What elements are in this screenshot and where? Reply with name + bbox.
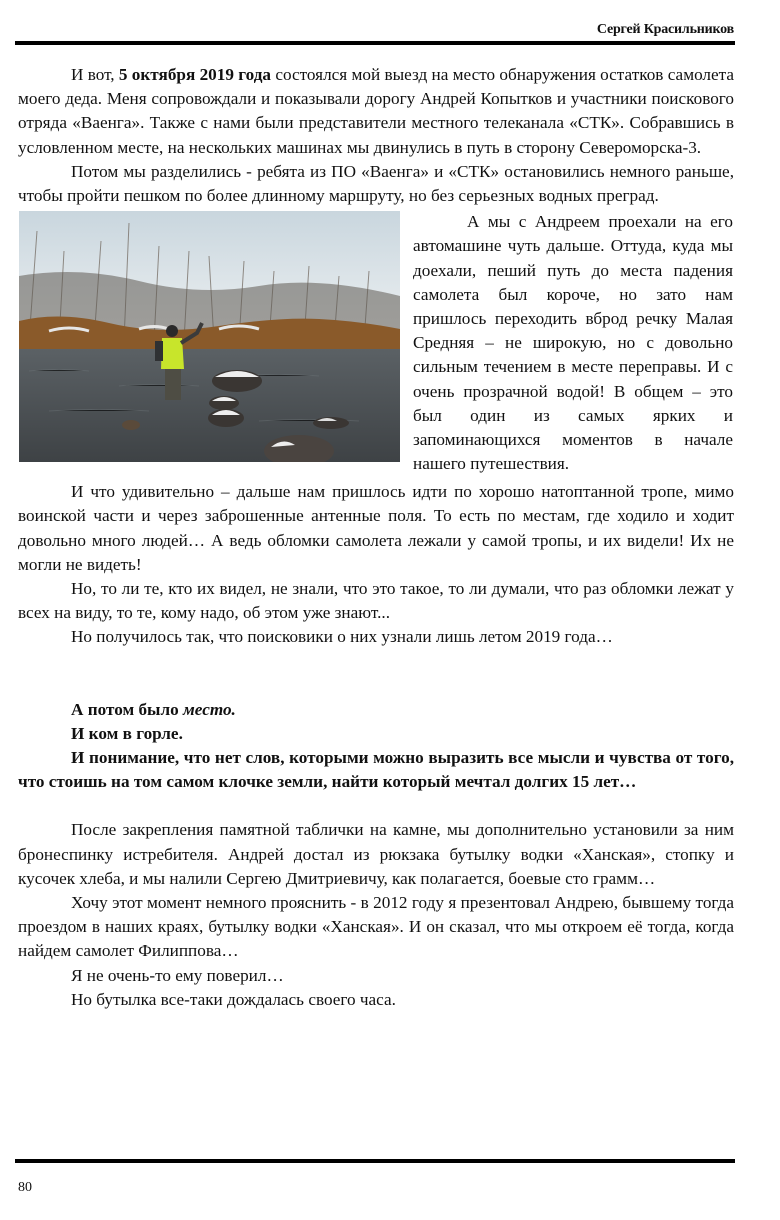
section-gap-2 (18, 794, 734, 818)
paragraph-4: И что удивительно – дальше нам пришлось идти по хорошо натоптанной тропе, мимо воинской части и через заброшенные антенные поля. То есть по местам, где ходило и ходит довольно много людей… А ведь обломки самолета лежали у самой тропы, и их видели! Их не могли не видеть! (18, 482, 734, 574)
paragraph-1-lead: И вот, (71, 65, 119, 84)
paragraph-6: Но получилось так, что поисковики о них узнали лишь летом 2019 года… (71, 627, 613, 647)
page-number: 80 (18, 1180, 32, 1195)
photo-illustration (19, 211, 400, 462)
paragraph-1 (18, 63, 734, 160)
figure-with-text (18, 210, 734, 480)
running-head-author: Сергей Красильников (596, 22, 734, 37)
paragraph-10: Но бутылка все-таки дождалась своего часа. (71, 989, 396, 1009)
bold-line-3: И понимание, что нет слов, которыми можно выразить все мысли и чувства от того, что стоишь на том самом клочке земли, найти который мечтал долгих 15 лет… (18, 748, 734, 792)
footer-rule (15, 1159, 735, 1163)
river-crossing-photo (19, 211, 400, 462)
page-body (18, 63, 734, 1012)
paragraph-9: Я не очень-то ему поверил… (71, 965, 284, 985)
paragraph-7: После закрепления памятной таблички на камне, мы дополнительно установили за ним бронеспинку истребителя. Андрей достал из рюкзака бутылку водки «Ханская», стопку и кусочек хлеба, и мы налили Сергею Дмитриевичу, как полагается, боевые сто грамм… (18, 820, 734, 888)
photo-side-text (413, 210, 733, 476)
paragraph-1-rest: состоялся мой выезд на место обнаружения остатков самолета моего деда. Меня сопровождали и показывали дорогу Андрей Копытков и участники поискового отряда «Ваенга». Также с нами были представители местного телеканала «СТК». Собравшись в условленном месте, на нескольких машинах мы двинулись в путь в сторону Североморска-3. (18, 65, 734, 157)
paragraph-2: Потом мы разделились - ребята из ПО «Ваенга» и «СТК» остановились немного раньше, чтобы пройти пешком по более длинному маршруту, но без серьезных водных преград. (18, 161, 734, 206)
paragraph-5: Но, то ли те, кто их видел, не знали, что это такое, то ли думали, что раз обломки лежат у всех на виду, то те, кому надо, об этом уже знают... (18, 579, 734, 623)
bold-line-1 (18, 698, 734, 722)
section-gap (18, 650, 734, 698)
header-rule (15, 41, 735, 45)
paragraph-3: А мы с Андреем проехали на его автомашине чуть дальше. Оттуда, куда мы доехали, пеший путь до места падения самолета был короче, но зато нам пришлось переходить вброд речку Малая Средняя – не широкую, но с довольно сильным течением в месте переправы. И с очень прозрачной водой! В общем – это был один из самых ярких и запоминающихся моментов в начале нашего путешествия. (413, 212, 733, 474)
bold-line-1-lead: А потом было (71, 699, 184, 719)
paragraph-8: Хочу этот момент немного прояснить - в 2012 году я презентовал Андрею, бывшему тогда проездом в наших краях, бутылку водки «Ханская». И он сказал, что мы откроем её тогда, когда найдем самолет Филиппова… (18, 893, 734, 961)
paragraph-1-date: 5 октября 2019 года (118, 65, 272, 84)
bold-line-2: И ком в горле. (71, 723, 183, 743)
bold-line-1-italic: место. (183, 699, 236, 719)
